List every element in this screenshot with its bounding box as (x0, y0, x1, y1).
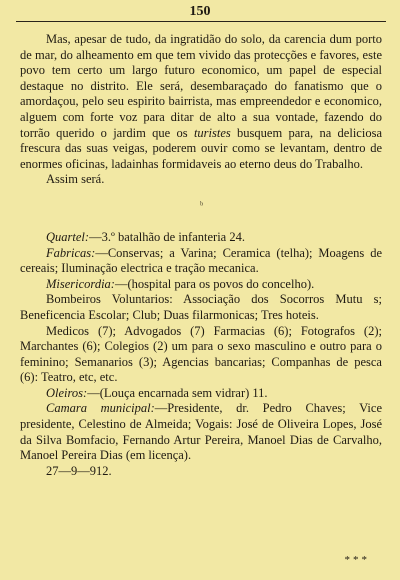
section-gap (20, 188, 382, 230)
entry-label: Quartel: (46, 229, 90, 244)
entry-bombeiros: Bombeiros Voluntarios: Associação dos Socorros Mutu s; Beneficencia Escolar; Club; Duas filarmonicas; Tres hoteis. (20, 292, 382, 322)
entry-text: —3.º batalhão de infanteria 24. (89, 229, 245, 244)
entry-oleiros (20, 386, 382, 402)
entry-camara (20, 401, 382, 463)
paragraph-conclusion: Assim será. (46, 172, 105, 187)
entry-misericordia (20, 277, 382, 293)
entry-text: —Conservas; a Varina; Ceramica (telha); Moagens de cereais; Iluminação electrica e tração mecanica. (20, 245, 382, 276)
entry-label: Fabricas: (46, 245, 96, 260)
header-rule (16, 21, 386, 22)
paragraph-main (20, 32, 382, 172)
entry-text: —Presidente, dr. Pedro Chaves; Vice presidente, Celestino de Almeida; Vogais: José de Oliveira Lopes, José da Silva Bomfacio, Fernando Artur Pereira, Manoel Dias de Carvalho, Manoel Pereira Dias (em licença). (20, 401, 382, 463)
entry-label: Oleiros: (46, 385, 88, 400)
page-number: 150 (189, 4, 211, 19)
entry-label: Misericordia: (46, 276, 115, 291)
entry-medicos: Medicos (7); Advogados (7) Farmacias (6); Fotografos (2); Marchantes (6); Colegios (2) um para o sexo masculino e outro para o feminino; Semanarios (3); Agencias bancarias; Companhas de pesca (6): Teatro, etc, etc. (20, 323, 382, 385)
closing-stars: *** (344, 554, 370, 566)
entry-label: Camara municipal: (46, 401, 155, 416)
entry-text: —(Louça encarnada sem vidrar) 11. (87, 385, 268, 400)
entry-quartel (20, 230, 382, 246)
entry-text: —(hospital para os povos do concelho). (114, 276, 315, 291)
paragraph-text-end: busquem para, na deliciosa frescura das suas veigas, poderem ouvir como se levantam, dentro de enormes oficinas, ladainhas formidaveis ao eterno deus do Trabalho. (20, 125, 382, 171)
date-line: 27—9—912. (46, 463, 112, 478)
paragraph-italic-word: turistes (193, 125, 231, 140)
page-body (20, 32, 382, 479)
section-marker: ᵇ (200, 199, 204, 211)
paragraph-text: Mas, apesar de tudo, da ingratidão do solo, da carencia dum porto de mar, do alheamento em que tem vivido das protecções e favores, este povo tem certo um largo futuro economico, um papel de especial destaque no distrito. Ele será, desembaraçado do fanatismo que o amordaçou, pelo seu espirito bairrista, mas empreendedor e economico, alguem com forte voz para ditar de alto a sua vontade, fazendo do torrão querido o jardim que os (20, 32, 382, 140)
entry-fabricas (20, 246, 382, 277)
